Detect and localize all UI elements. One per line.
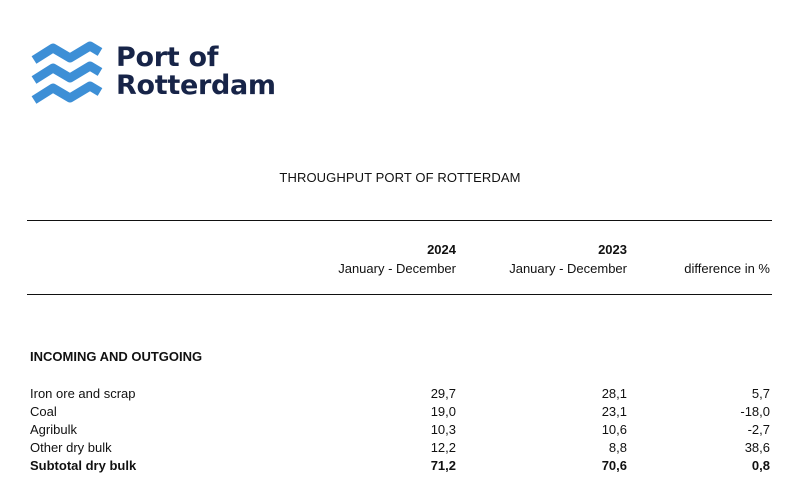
table-row-subtotal (0, 457, 800, 475)
value-2024: 10,3 (430, 422, 456, 437)
value-2023: 10,6 (601, 422, 627, 437)
column-year: 2023 (598, 242, 627, 257)
column-header-2023 (509, 240, 627, 278)
row-label: Coal (30, 404, 57, 419)
logo-wave-icon (30, 38, 104, 112)
value-2024: 12,2 (430, 440, 456, 455)
row-label: Subtotal dry bulk (30, 458, 137, 473)
column-year: 2024 (427, 242, 456, 257)
logo-line-1: Port of (116, 42, 219, 73)
column-header-difference (684, 259, 770, 278)
value-2023: 8,8 (608, 440, 627, 455)
value-difference: -18,0 (740, 404, 770, 419)
table-row (0, 385, 800, 403)
value-2023: 28,1 (601, 386, 627, 401)
value-difference: 5,7 (751, 386, 770, 401)
column-period: January - December (509, 261, 627, 276)
value-difference: 38,6 (744, 440, 770, 455)
value-2023: 23,1 (601, 404, 627, 419)
section-heading: INCOMING AND OUTGOING (30, 349, 203, 364)
page-title: THROUGHPUT PORT OF ROTTERDAM (279, 170, 521, 185)
logo-line-2: Rotterdam (116, 70, 276, 101)
port-of-rotterdam-logo (30, 36, 276, 116)
value-2023: 70,6 (601, 458, 627, 473)
row-label: Agribulk (30, 422, 77, 437)
value-2024: 71,2 (430, 458, 456, 473)
table-row (0, 439, 800, 457)
value-2024: 19,0 (430, 404, 456, 419)
throughput-table (0, 385, 800, 475)
row-label: Other dry bulk (30, 440, 112, 455)
value-difference: 0,8 (751, 458, 770, 473)
column-period: difference in % (684, 261, 770, 276)
value-difference: -2,7 (747, 422, 770, 437)
column-header-2024 (338, 240, 456, 278)
table-row (0, 421, 800, 439)
logo-wordmark (116, 44, 276, 100)
header-bottom-rule (27, 294, 772, 295)
header-top-rule (27, 220, 772, 221)
value-2024: 29,7 (430, 386, 456, 401)
table-row (0, 403, 800, 421)
column-period: January - December (338, 261, 456, 276)
row-label: Iron ore and scrap (30, 386, 136, 401)
